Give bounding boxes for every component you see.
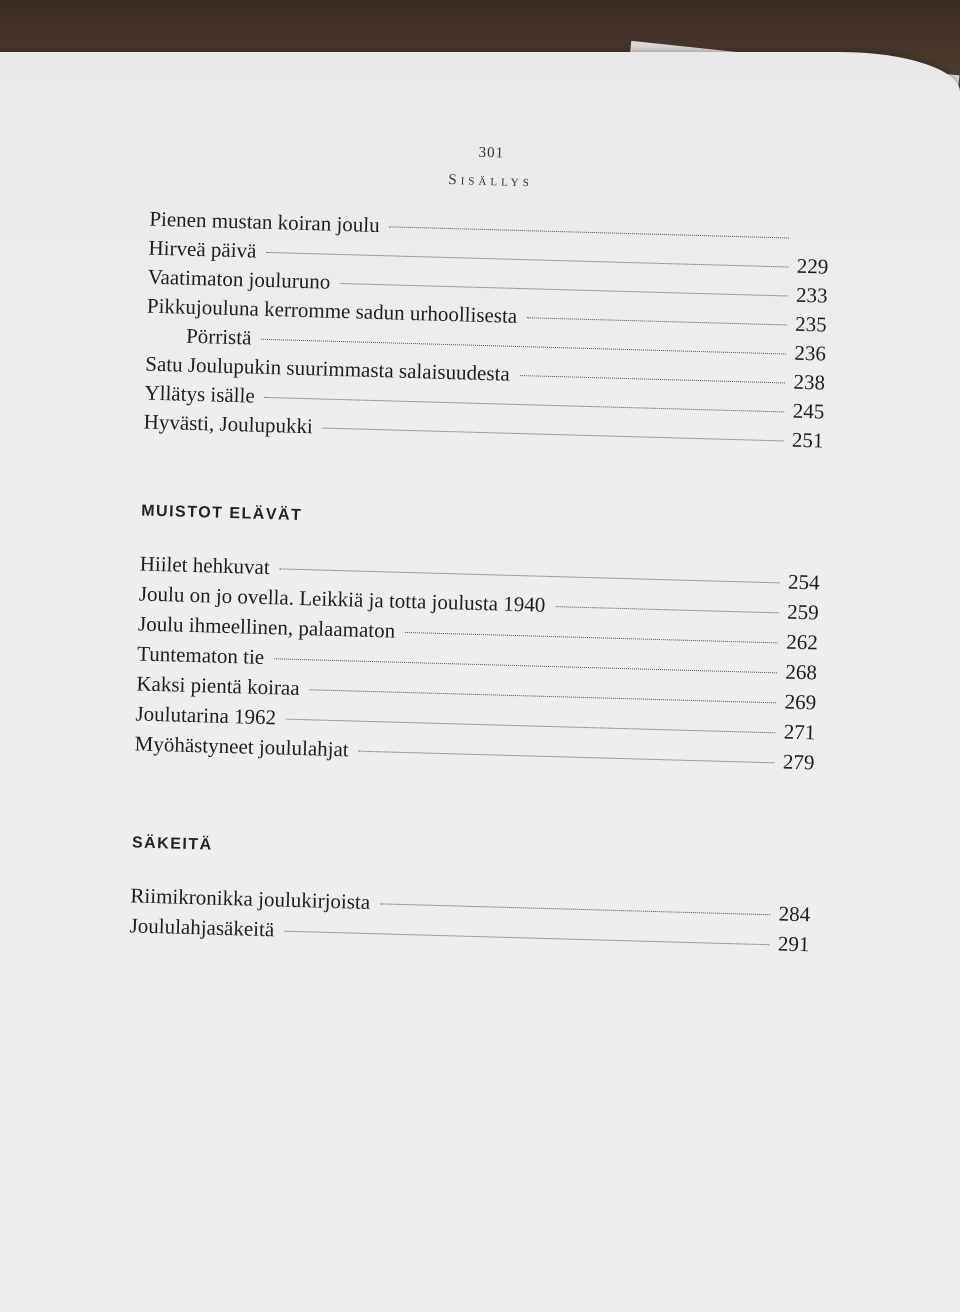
toc-entry-title: Vaatimaton jouluruno <box>147 264 331 294</box>
dot-leader <box>286 719 775 734</box>
dot-leader <box>284 931 769 946</box>
dot-leader <box>380 903 770 915</box>
toc-entry-page: 269 <box>784 689 817 715</box>
dot-leader <box>265 397 785 413</box>
toc-entry-title: Joululahjasäkeitä <box>129 913 275 942</box>
toc-entry-title: Joulu on jo ovella. Leikkiä ja totta joulusta 1940 <box>138 581 546 617</box>
toc-entry-title: Hiilet hehkuvat <box>139 551 271 580</box>
toc-section-1 <box>143 205 829 456</box>
toc-entry-page: 262 <box>786 629 819 655</box>
toc-entry-page: 229 <box>796 253 829 279</box>
toc-entry-title: Joulutarina 1962 <box>135 701 277 730</box>
toc-entry-page <box>795 244 829 245</box>
dot-leader <box>261 339 785 355</box>
dot-leader <box>390 226 789 238</box>
toc-entry-page: 254 <box>787 569 820 595</box>
dot-leader <box>274 658 777 673</box>
toc-entry-title: Joulu ihmeellinen, palaamaton <box>137 611 396 643</box>
toc-entry-page: 238 <box>793 369 826 395</box>
toc-entry-page: 291 <box>777 931 810 957</box>
dot-leader <box>266 252 788 268</box>
toc-entry-title: Satu Joulupukin suurimmasta salaisuudesta <box>145 351 511 386</box>
toc-entry-title: Pikkujouluna kerromme sadun urhoollisesta <box>146 293 518 328</box>
toc-entry-page: 245 <box>792 398 825 424</box>
toc-entry-title: Yllätys isälle <box>144 380 256 408</box>
toc-entry-title: Tuntematon tie <box>136 641 265 670</box>
toc-entry-title: Kaksi pientä koiraa <box>136 671 300 701</box>
toc-section-3 <box>129 828 812 959</box>
toc-entry-title: Pienen mustan koiran joulu <box>149 206 381 238</box>
toc-entry-page: 279 <box>782 749 815 775</box>
toc-entry-page: 233 <box>795 282 828 308</box>
toc-entry-page: 284 <box>778 901 811 927</box>
toc-entry-page: 268 <box>785 659 818 685</box>
toc-entry-page: 235 <box>794 311 828 337</box>
dot-leader <box>527 317 787 325</box>
dot-leader <box>359 751 775 764</box>
toc-entry-page: 259 <box>786 599 820 625</box>
dot-leader <box>323 428 784 442</box>
section-heading: MUISTOT ELÄVÄT <box>140 502 303 525</box>
dot-leader <box>340 283 787 296</box>
toc-entry-page: 271 <box>783 719 816 745</box>
section-heading: SÄKEITÄ <box>131 834 213 854</box>
toc-entry-title: Myöhästyneet joululahjat <box>134 731 350 762</box>
toc-entry-title: Pörristä <box>185 323 252 350</box>
dot-leader <box>405 632 778 643</box>
page-number: 301 <box>478 144 505 162</box>
dot-leader <box>310 689 777 703</box>
toc-entry-title: Riimikronikka joulukirjoista <box>130 883 371 915</box>
dot-leader <box>520 375 785 383</box>
dot-leader <box>280 568 780 583</box>
toc-entry-page: 251 <box>791 427 824 453</box>
toc-section-2 <box>134 497 821 778</box>
dot-leader <box>555 606 778 613</box>
toc-entry-page: 236 <box>794 340 827 366</box>
toc-entry-title: Hirveä päivä <box>148 235 257 263</box>
toc-entry-title: Hyvästi, Joulupukki <box>143 409 314 439</box>
running-head: Sisällys <box>448 171 534 191</box>
